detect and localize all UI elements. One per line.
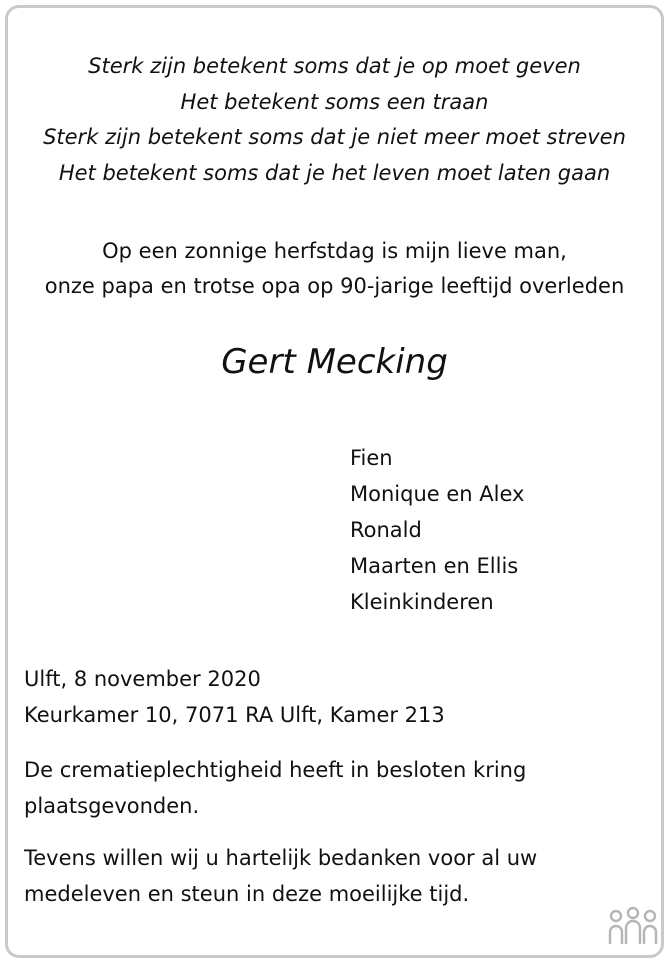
family-member: Fien [350,446,393,470]
announcement-line: Op een zonnige herfstdag is mijn lieve man, [102,239,567,263]
family-member: Ronald [350,518,422,542]
place-date: Ulft, 8 november 2020 [24,667,261,691]
family-people-icon [607,906,659,946]
place-and-address [24,662,445,733]
family-member: Kleinkinderen [350,590,494,614]
poem-line: Sterk zijn betekent soms dat je niet meer moet streven [43,125,626,149]
address: Keurkamer 10, 7071 RA Ulft, Kamer 213 [24,702,445,727]
death-announcement [0,234,669,304]
thanks-note: Tevens willen wij u hartelijk bedanken voor al uw medeleven en steun in deze moeilijke tijd. [24,846,538,906]
family-member: Monique en Alex [350,482,525,506]
announcement-line: onze papa en trotse opa op 90-jarige leeftijd overleden [44,274,625,298]
poem-line: Het betekent soms dat je het leven moet laten gaan [58,160,611,185]
poem [0,49,669,191]
family-member: Maarten en Ellis [350,554,519,578]
deceased-name: Gert Mecking [221,342,448,382]
ceremony-note: De crematieplechtigheid heeft in besloten kring plaatsgevonden. [24,758,527,818]
family-list [350,440,524,620]
poem-line: Het betekent soms een traan [180,89,489,114]
poem-line: Sterk zijn betekent soms dat je op moet geven [88,54,581,78]
